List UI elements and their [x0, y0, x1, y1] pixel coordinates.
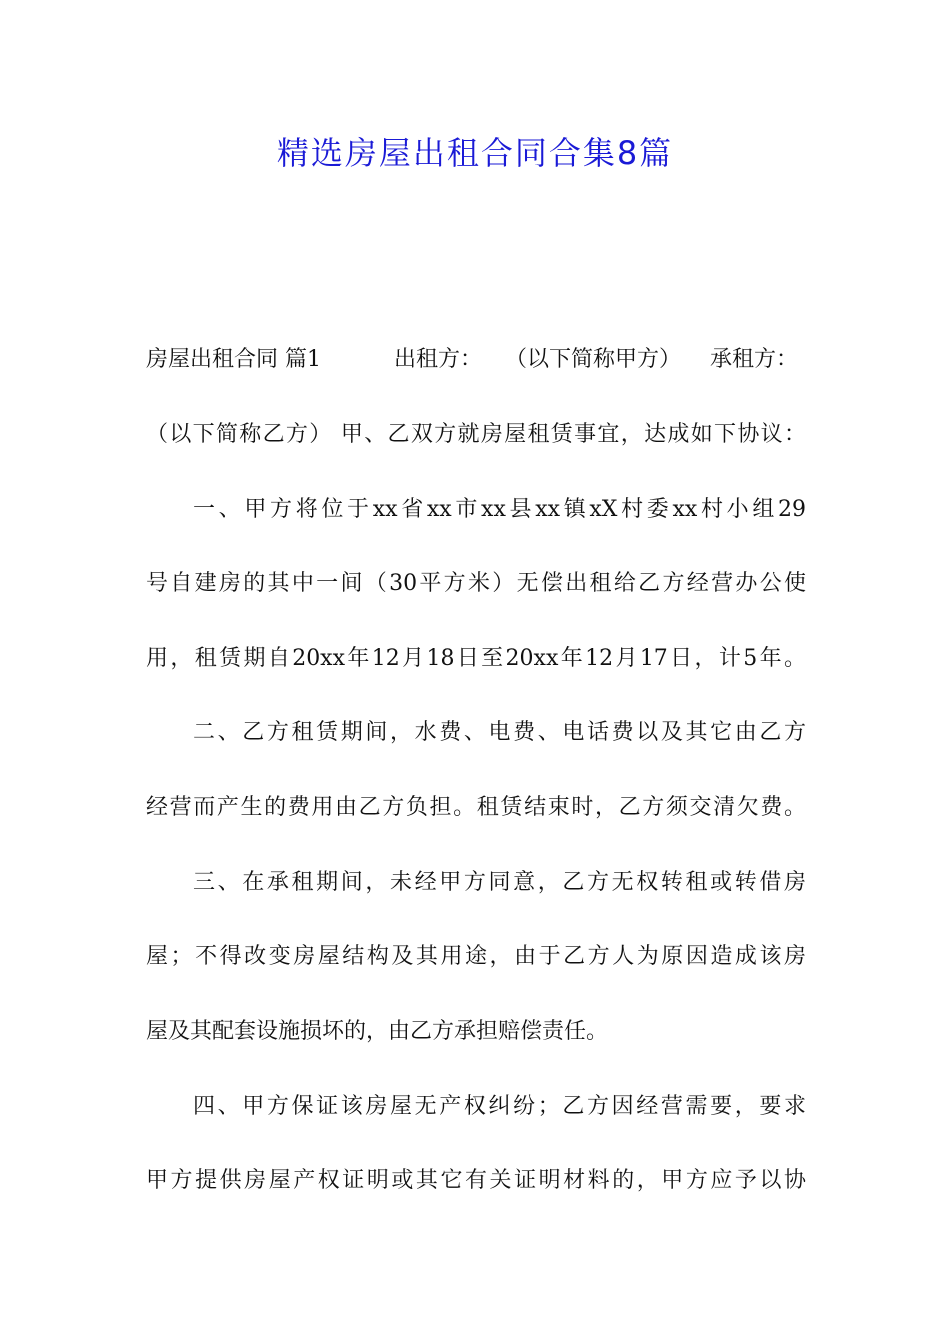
paragraph-line: （以下简称乙方） 甲、乙双方就房屋租赁事宜，达成如下协议： — [146, 422, 806, 447]
paragraph-line: 二、乙方租赁期间，水费、电费、电话费以及其它由乙方 — [193, 720, 806, 745]
paragraph-line: 四、甲方保证该房屋无产权纠纷；乙方因经营需要，要求 — [193, 1094, 806, 1119]
document-title: 精选房屋出租合同合集8篇 — [276, 134, 674, 172]
paragraph-line: 甲方提供房屋产权证明或其它有关证明材料的，甲方应予以协 — [146, 1168, 806, 1193]
lessor-label: 出租方： — [394, 347, 483, 372]
paragraph-line: 屋；不得改变房屋结构及其用途，由于乙方人为原因造成该房 — [146, 944, 806, 969]
paragraph-line: 屋及其配套设施损坏的，由乙方承担赔偿责任。 — [146, 1019, 609, 1044]
paragraph-line: 经营而产生的费用由乙方负担。租赁结束时，乙方须交清欠费。 — [146, 795, 806, 820]
paragraph-line: 号自建房的其中一间（30平方米）无偿出租给乙方经营办公使 — [146, 571, 806, 596]
contract-header-line — [146, 340, 806, 380]
lessor-abbrev: （以下简称甲方） — [505, 347, 682, 372]
paragraph-line: 用，租赁期自20xx年12月18日至20xx年12月17日，计5年。 — [146, 646, 806, 671]
lessee-label: 承租方： — [710, 347, 799, 372]
paragraph-line: 三、在承租期间，未经甲方同意，乙方无权转租或转借房 — [193, 870, 806, 895]
paragraph-line: 一、甲方将位于xx省xx市xx县xx镇xX村委xx村小组29 — [193, 497, 806, 522]
contract-section-label: 房屋出租合同 篇1 — [146, 347, 321, 372]
